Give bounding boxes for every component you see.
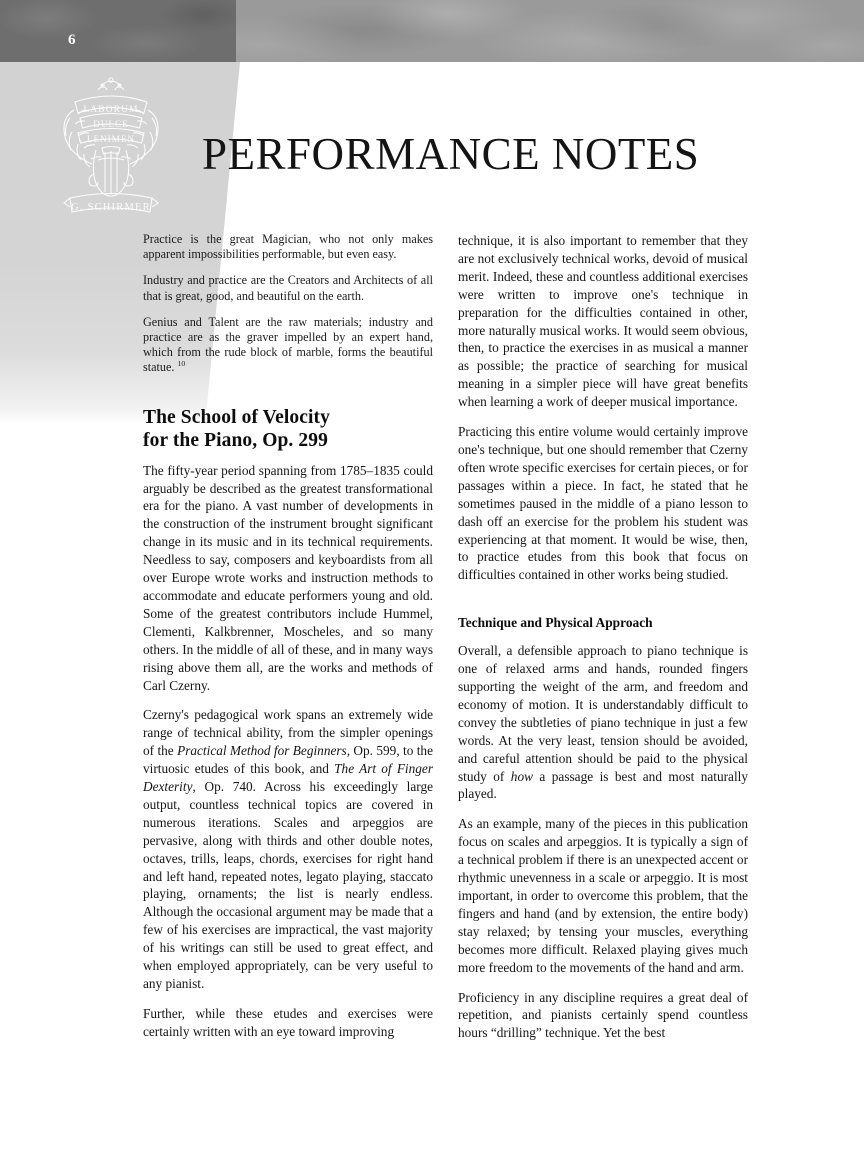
body-paragraph-czerny: [143, 706, 433, 993]
right-column: [458, 232, 748, 1042]
epigraph-paragraph: [143, 315, 433, 376]
epigraph-text: Genius and Talent are the raw materials; industry and practice are as the graver impelled by an expert hand, which from the rude block of marble, forms the beautiful statue.: [143, 314, 433, 375]
svg-text:G. SCHIRMER: G. SCHIRMER: [71, 202, 151, 213]
footnote-marker: 10: [177, 359, 186, 369]
work-title-practical-method: Practical Method for Beginners: [177, 743, 347, 759]
page-number: 6: [68, 32, 76, 48]
svg-text:DULCE: DULCE: [93, 119, 129, 129]
svg-text:LABORUM: LABORUM: [83, 105, 139, 115]
section-heading: [143, 406, 433, 452]
sub-heading-technique: Technique and Physical Approach: [458, 615, 653, 631]
epigraph-paragraph: Practice is the great Magician, who not only makes apparent impossibilities performable, but even easy.: [143, 232, 433, 262]
body-columns: [0, 232, 864, 1112]
section-heading-line-2: for the Piano, Op. 299: [143, 429, 328, 451]
body-paragraph: Practicing this entire volume would certainly improve one's technique, but one should remember that Czerny often wrote specific exercises for certain pieces, or for passages within a piece. In fact, he stated that he sometimes paused in the middle of a piano lesson to dash off an exercise for the problem his student was experiencing at that moment. It would be wise, then, to practice etudes from this book that focus on difficulties contained in other works being studied.: [458, 424, 748, 583]
par-text: , Op. 599, to the virtuosic etudes of this book, and: [143, 743, 433, 777]
svg-text:LENIMEN: LENIMEN: [86, 134, 136, 144]
par-text: , Op. 740. Across his exceedingly large output, countless technical topics are covered in numerous iterations. Scales and arpeggios are pervasive, along with thirds and other double notes, octaves, trills, leaps, chords, exercises for right hand and left hand, repeated notes, legato playing, staccato playing, ornaments; the list is nearly endless. Although the occasional argument may be made that a few of his exercises are impractical, the vast majority of his writings can still be used to great effect, and when employed appropriately, can be very useful to any pianist.: [143, 779, 433, 991]
header-texture-band-dark: [0, 0, 236, 62]
body-paragraph-overall: [458, 642, 748, 803]
body-paragraph: Further, while these etudes and exercises were certainly written with an eye toward improving: [143, 1005, 433, 1039]
section-heading-line-1: The School of Velocity: [143, 406, 330, 428]
body-paragraph: The fifty-year period spanning from 1785–1835 could arguably be described as the greatest transformational era for the piano. A vast number of developments in the construction of the instrument brought significant change in its music and in its technical requirements. Needless to say, composers and keyboardists from all over Europe wrote works and instruction methods to accommodate and educate performers young and old. Some of the greatest contributors include Hummel, Clementi, Kalkbrenner, Moscheles, and so many others. In the middle of all of these, and in many ways rising above them all, are the works and methods of Carl Czerny.: [143, 462, 433, 693]
page-title: PERFORMANCE NOTES: [202, 129, 700, 180]
work-title-finger-dexterity: The Art of Finger Dexterity: [143, 761, 434, 795]
publisher-logo-icon: [58, 74, 164, 216]
body-paragraph: technique, it is also important to remember that they are not exclusively technical works, devoid of musical merit. Indeed, these and countless additional exercises were written to improve one's technique in preparation for the difficulties contained in other, more naturally musical works. It would seem obvious, then, to practice the exercises in as musical a manner as possible; the practice of searching for musical meaning in a simpler piece will have great benefits when learning a work of deeper musical importance.: [458, 233, 748, 410]
par-text: Czerny's pedagogical work spans an extremely wide range of technical ability, from the simpler openings of the: [143, 707, 433, 759]
par-text: Overall, a defensible approach to piano technique is one of relaxed arms and hands, rounded fingers supporting the weight of the arm, and freedom and economy of motion. It is understandably difficult to convey the subtleties of piano technique in just a few words. At the very least, tension should be avoided, and careful attention should be paid to the physical study of: [458, 643, 748, 784]
left-column: [143, 232, 433, 1041]
par-text: a passage is best and most naturally played.: [458, 768, 748, 802]
epigraph-paragraph: Industry and practice are the Creators and Architects of all that is great, good, and beautiful on the earth.: [143, 273, 433, 303]
body-paragraph: As an example, many of the pieces in this publication focus on scales and arpeggios. It is typically a sign of a technical problem if there is an unexpected accent or rhythmic unevenness in a scale or arpeggio. It is most important, in order to overcome this problem, that the fingers and hand (and by extension, the entire body) stay relaxed; by tensing your muscles, everything becomes more difficult. Relaxed playing gives much more freedom to the movements of the hand and arm.: [458, 816, 748, 975]
emphasis-how: how: [510, 768, 533, 784]
epigraph-block: [143, 232, 433, 376]
body-paragraph: Proficiency in any discipline requires a great deal of repetition, and pianists certainly spend countless hours “drilling” technique. Yet the best: [458, 989, 748, 1041]
